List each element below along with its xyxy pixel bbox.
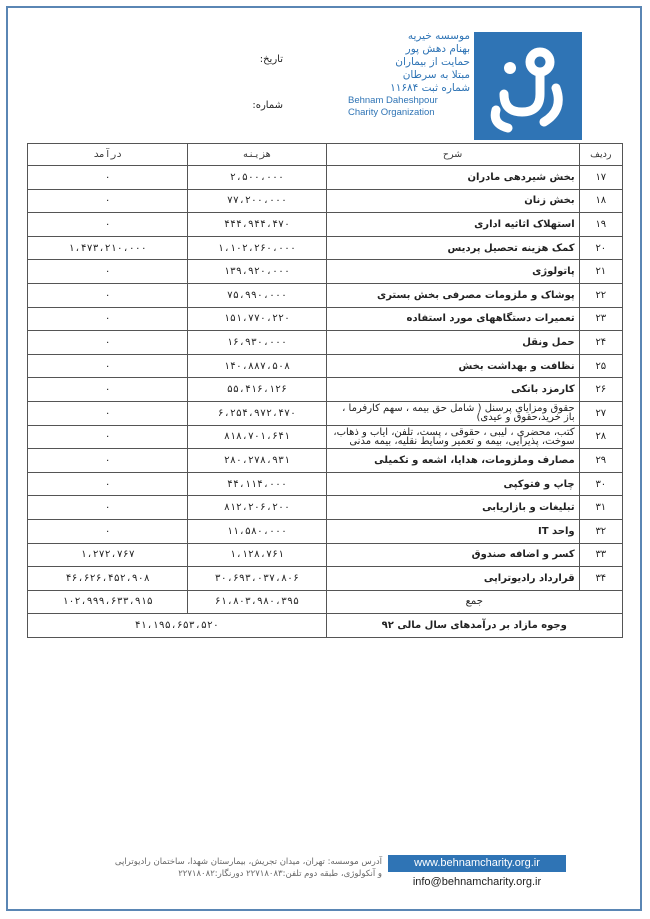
row-description: کتب، محضری ، لیبی ، حقوقی ، پست، تلفن، ایاب و ذهاب، سوخت، پذیرایی، بیمه و تعمیر وسایط نقلیه، بیمه مدنی xyxy=(326,425,579,449)
row-income: ۰ xyxy=(28,425,188,449)
row-income: ۰ xyxy=(28,307,188,331)
table-row xyxy=(28,260,623,284)
table-row xyxy=(28,401,623,425)
row-number: ۳۱ xyxy=(579,496,622,520)
org-name-en: Behnam Daheshpour xyxy=(348,95,438,106)
table-row xyxy=(28,283,623,307)
table-row xyxy=(28,166,623,190)
row-income: ۴۶،۶۲۶،۴۵۲،۹۰۸ xyxy=(28,567,188,591)
row-income: ۰ xyxy=(28,354,188,378)
row-cost: ۱،۱۲۸،۷۶۱ xyxy=(188,543,326,567)
total-row xyxy=(28,590,623,614)
row-income: ۰ xyxy=(28,166,188,190)
row-number: ۲۱ xyxy=(579,260,622,284)
row-number: ۲۷ xyxy=(579,401,622,425)
row-number: ۲۸ xyxy=(579,425,622,449)
row-income: ۱،۴۷۳،۲۱۰،۰۰۰ xyxy=(28,236,188,260)
footer-address xyxy=(60,856,382,880)
org-name-en: Charity Organization xyxy=(348,107,435,118)
table-row xyxy=(28,472,623,496)
org-name xyxy=(348,30,470,119)
table-row xyxy=(28,449,623,473)
header-income: درآمد xyxy=(28,144,188,166)
org-name-line: مبتلا به سرطان xyxy=(402,69,470,81)
address-line: و آنکولوژی، طبقه دوم تلفن:۲۲۷۱۸۰۸۳ دورنگار:۲۲۷۱۸۰۸۲ xyxy=(178,869,382,879)
row-number: ۲۵ xyxy=(579,354,622,378)
row-number: ۳۲ xyxy=(579,519,622,543)
row-description: نظافت و بهداشت بخش xyxy=(326,354,579,378)
row-income: ۰ xyxy=(28,472,188,496)
row-number: ۲۶ xyxy=(579,378,622,402)
row-cost: ۱۵۱،۷۷۰،۲۲۰ xyxy=(188,307,326,331)
row-cost: ۱۶،۹۳۰،۰۰۰ xyxy=(188,331,326,355)
row-income: ۱،۲۷۲،۷۶۷ xyxy=(28,543,188,567)
header-cost: هزینه xyxy=(188,144,326,166)
row-number: ۲۳ xyxy=(579,307,622,331)
row-description: تبلیغات و بازاریابی xyxy=(326,496,579,520)
row-number: ۳۴ xyxy=(579,567,622,591)
row-income: ۰ xyxy=(28,378,188,402)
table-row xyxy=(28,425,623,449)
row-description: کمک هزینه تحصیل پردیس xyxy=(326,236,579,260)
table-row xyxy=(28,378,623,402)
header-row-number: ردیف xyxy=(579,144,622,166)
row-cost: ۷۷،۲۰۰،۰۰۰ xyxy=(188,189,326,213)
table-row xyxy=(28,307,623,331)
financial-table xyxy=(27,143,623,638)
total-cost: ۶۱،۸۰۳،۹۸۰،۳۹۵ xyxy=(188,590,326,614)
row-income: ۰ xyxy=(28,401,188,425)
row-income: ۰ xyxy=(28,283,188,307)
row-cost: ۴۴،۱۱۴،۰۰۰ xyxy=(188,472,326,496)
row-cost: ۸۱۸،۷۰۱،۶۴۱ xyxy=(188,425,326,449)
table-row xyxy=(28,189,623,213)
row-description: استهلاک اثاثیه اداری xyxy=(326,213,579,237)
org-name-line: بهنام دهش پور xyxy=(405,43,470,55)
row-description: کارمزد بانکی xyxy=(326,378,579,402)
row-description: حقوق ومزایای پرسنل ( شامل حق بیمه ، سهم کارفرما ، باز خرید،حقوق و عیدی) xyxy=(326,401,579,425)
charity-logo xyxy=(474,32,582,140)
date-label: تاریخ: xyxy=(259,54,283,65)
row-cost: ۵۵،۴۱۶،۱۲۶ xyxy=(188,378,326,402)
table-row xyxy=(28,567,623,591)
surplus-value: ۴۱،۱۹۵،۶۵۳،۵۲۰ xyxy=(28,614,327,638)
org-name-line: موسسه خیریه xyxy=(407,30,470,42)
row-cost: ۲۸۰،۲۷۸،۹۳۱ xyxy=(188,449,326,473)
org-name-line: حمایت از بیماران xyxy=(395,56,470,68)
address-line: آدرس موسسه: تهران، میدان تجریش، بیمارستان شهدا، ساختمان رادیوتراپی xyxy=(114,857,382,867)
row-income: ۰ xyxy=(28,260,188,284)
row-cost: ۶،۲۵۴،۹۷۲،۴۷۰ xyxy=(188,401,326,425)
row-number: ۱۸ xyxy=(579,189,622,213)
row-cost: ۳۰،۶۹۳،۰۳۷،۸۰۶ xyxy=(188,567,326,591)
row-number: ۲۲ xyxy=(579,283,622,307)
row-number: ۲۰ xyxy=(579,236,622,260)
row-number: ۳۳ xyxy=(579,543,622,567)
row-income: ۰ xyxy=(28,519,188,543)
total-label: جمع xyxy=(326,590,622,614)
row-description: واحد IT xyxy=(326,519,579,543)
row-number: ۲۴ xyxy=(579,331,622,355)
letterhead xyxy=(18,22,630,140)
table-row xyxy=(28,496,623,520)
row-description: کسر و اضافه صندوق xyxy=(326,543,579,567)
row-description: قرارداد رادیوتراپی xyxy=(326,567,579,591)
row-income: ۰ xyxy=(28,496,188,520)
row-number: ۳۰ xyxy=(579,472,622,496)
table-header-row xyxy=(28,144,623,166)
surplus-row xyxy=(28,614,623,638)
row-cost: ۱،۱۰۲،۲۶۰،۰۰۰ xyxy=(188,236,326,260)
row-number: ۱۹ xyxy=(579,213,622,237)
total-income: ۱۰۲،۹۹۹،۶۳۳،۹۱۵ xyxy=(28,590,188,614)
org-reg-number: شماره ثبت ۱۱۶۸۴ xyxy=(390,82,470,94)
row-cost: ۱۱،۵۸۰،۰۰۰ xyxy=(188,519,326,543)
row-income: ۰ xyxy=(28,189,188,213)
row-description: مصارف وملزومات، هدایا، اشعه و تکمیلی xyxy=(326,449,579,473)
row-cost: ۴۴۴،۹۴۴،۴۷۰ xyxy=(188,213,326,237)
table-row xyxy=(28,354,623,378)
row-description: بخش شیردهی مادران xyxy=(326,166,579,190)
row-cost: ۲،۵۰۰،۰۰۰ xyxy=(188,166,326,190)
website-link[interactable]: www.behnamcharity.org.ir xyxy=(388,855,566,872)
row-number: ۲۹ xyxy=(579,449,622,473)
row-number: ۱۷ xyxy=(579,166,622,190)
row-description: تعمیرات دستگاههای مورد استفاده xyxy=(326,307,579,331)
number-label: شماره: xyxy=(252,100,283,111)
email-link[interactable]: info@behnamcharity.org.ir xyxy=(412,876,542,888)
row-description: پاتولوژی xyxy=(326,260,579,284)
row-cost: ۷۵،۹۹۰،۰۰۰ xyxy=(188,283,326,307)
table-row xyxy=(28,213,623,237)
row-cost: ۱۳۹،۹۲۰،۰۰۰ xyxy=(188,260,326,284)
table-row xyxy=(28,331,623,355)
row-description: بخش زنان xyxy=(326,189,579,213)
row-description: حمل ونقل xyxy=(326,331,579,355)
header-description: شرح xyxy=(326,144,579,166)
table-row xyxy=(28,236,623,260)
row-description: چاپ و فتوکپی xyxy=(326,472,579,496)
row-income: ۰ xyxy=(28,449,188,473)
row-cost: ۸۱۲،۲۰۶،۲۰۰ xyxy=(188,496,326,520)
row-income: ۰ xyxy=(28,331,188,355)
logo-mark-icon xyxy=(474,32,582,140)
surplus-label: وجوه مازاد بر درآمدهای سال مالی ۹۲ xyxy=(326,614,622,638)
row-description: پوشاک و ملزومات مصرفی بخش بستری xyxy=(326,283,579,307)
row-income: ۰ xyxy=(28,213,188,237)
table-body xyxy=(28,166,623,638)
table-row xyxy=(28,543,623,567)
table-row xyxy=(28,519,623,543)
row-cost: ۱۴۰،۸۸۷،۵۰۸ xyxy=(188,354,326,378)
